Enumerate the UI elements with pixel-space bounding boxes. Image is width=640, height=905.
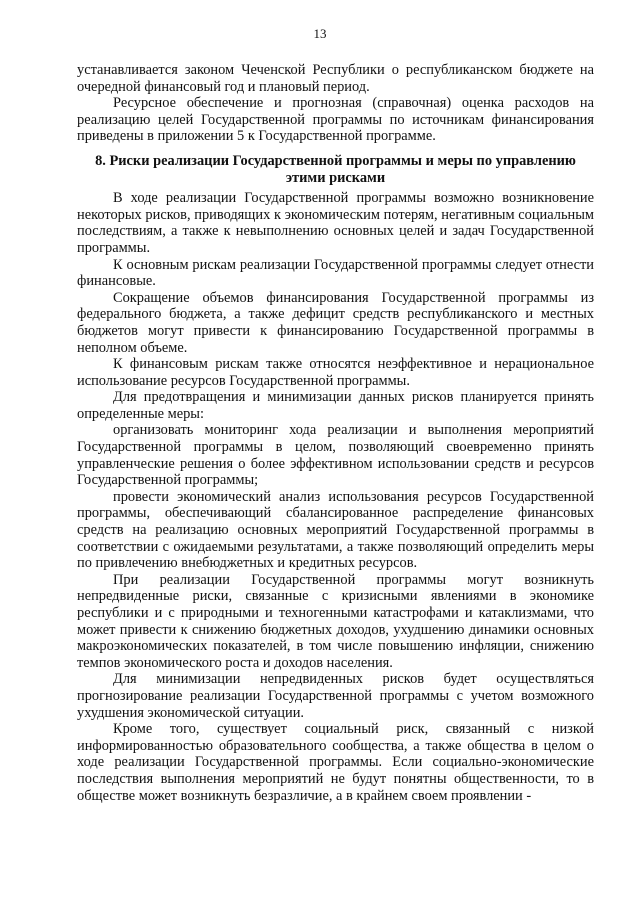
paragraph: При реализации Государственной программы могут возникнуть непредвиденные риски, связанные с кризисными явлениями в экономике республики и с природными и техногенными катастрофами и катаклизмами, что может привести к снижению бюджетных доходов, ухудшению динамики основных макроэкономических показателей, в том числе повышению инфляции, снижению темпов экономического роста и доходов населения. — [77, 571, 594, 671]
paragraph: Для минимизации непредвиденных рисков будет осуществляться прогнозирование реализации Государственной программы с учетом возможного ухудшения экономической ситуации. — [77, 671, 594, 721]
list-item: организовать мониторинг хода реализации и выполнения мероприятий Государственной программы в целом, позволяющий своевременно принять управленческие решения о более эффективном использовании средств и ресурсов Государственной программы; — [77, 422, 594, 489]
paragraph: К финансовым рискам также относятся неэффективное и нерациональное использование ресурсов Государственной программы. — [77, 356, 594, 389]
paragraph: Для предотвращения и минимизации данных рисков планируется принять определенные меры: — [77, 389, 594, 422]
paragraph: Сокращение объемов финансирования Государственной программы из федерального бюджета, а также дефицит средств республиканского и местных бюджетов могут привести к финансированию Государственной программы в неполном объеме. — [77, 289, 594, 356]
paragraph: Кроме того, существует социальный риск, связанный с низкой информированностью образовательного сообщества, а также общества в целом о ходе реализации Государственной программы. Если социально-экономические последствия выполнения мероприятий не будут понятны общественности, то в обществе может возникнуть безразличие, а в крайнем своем проявлении - — [77, 721, 594, 804]
document-body — [77, 62, 594, 804]
page-number: 13 — [313, 26, 327, 41]
paragraph: К основным рискам реализации Государственной программы следует отнести финансовые. — [77, 256, 594, 290]
paragraph-resource-support: Ресурсное обеспечение и прогнозная (справочная) оценка расходов на реализацию целей Государственной программы по источникам финансирования приведены в приложении 5 к Государственной программе. — [77, 95, 594, 145]
list-item: провести экономический анализ использования ресурсов Государственной программы, обеспечивающий сбалансированное распределение финансовых средств на реализацию основных мероприятий Государственной программы в соответствии с ожидаемыми результатами, а также позволяющий определить меры по привлечению внебюджетных и кредитных ресурсов. — [77, 488, 594, 572]
section-heading: 8. Риски реализации Государственной программы и меры по управлению этими рисками — [95, 152, 576, 186]
paragraph: В ходе реализации Государственной программы возможно возникновение некоторых рисков, приводящих к экономическим потерям, негативным социальным последствиям, а также к невыполнению основных целей и задач Государственной программы. — [77, 190, 594, 256]
paragraph-continuation: устанавливается законом Чеченской Республики о республиканском бюджете на очередной финансовый год и плановый период. — [77, 62, 594, 95]
